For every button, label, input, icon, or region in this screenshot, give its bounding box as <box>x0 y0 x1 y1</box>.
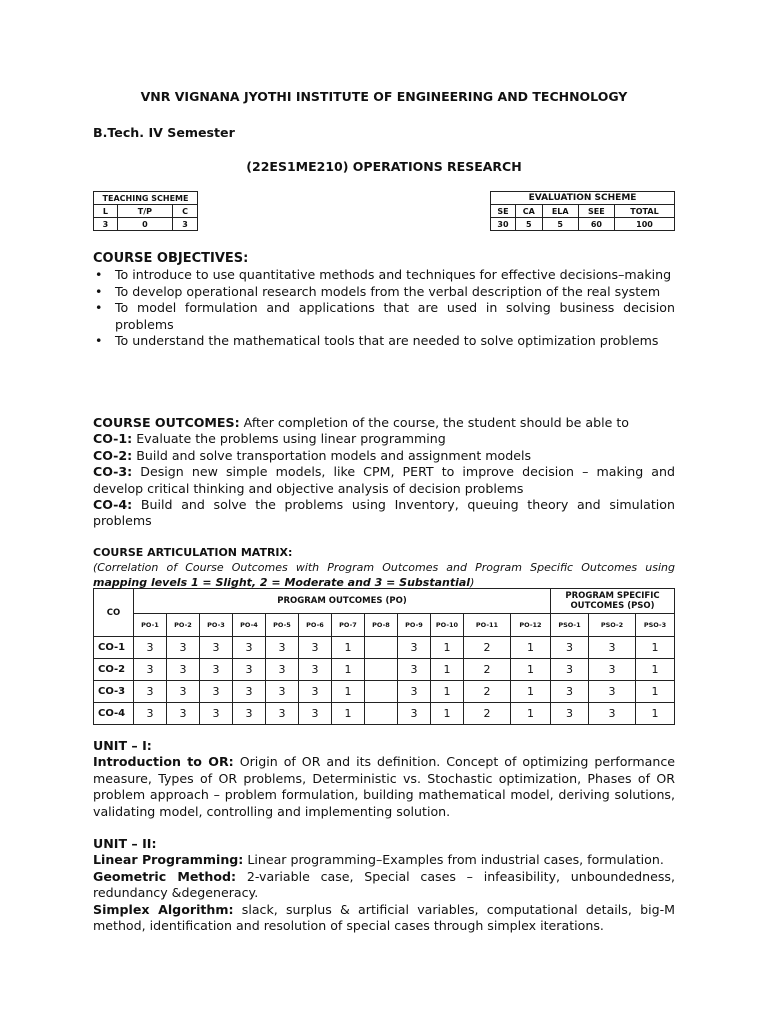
es-header: TOTAL <box>614 205 674 218</box>
unit1-lead: Introduction to OR: <box>93 754 234 770</box>
ts-header: C <box>173 205 198 218</box>
outcome-item <box>93 431 675 447</box>
matrix-cell <box>365 681 398 703</box>
co-label: CO-3 <box>94 681 134 703</box>
matrix-cell: 3 <box>167 703 200 725</box>
ts-header: L <box>94 205 118 218</box>
column-header: PSO-1 <box>551 614 589 637</box>
matrix-cell: 3 <box>299 659 332 681</box>
matrix-cell: 3 <box>134 681 167 703</box>
outcome-code: CO-2: <box>93 447 133 463</box>
matrix-cell: 3 <box>266 681 299 703</box>
matrix-cell: 2 <box>464 703 511 725</box>
course-title: (22ES1ME210) OPERATIONS RESEARCH <box>246 159 522 174</box>
matrix-cell: 3 <box>398 637 431 659</box>
matrix-cell: 1 <box>636 681 675 703</box>
matrix-cell: 3 <box>134 637 167 659</box>
unit2-lead: Simplex Algorithm: <box>93 901 234 917</box>
matrix-cell: 3 <box>167 637 200 659</box>
matrix-cell: 1 <box>332 659 365 681</box>
outcome-item <box>93 497 675 530</box>
matrix-cell: 3 <box>299 637 332 659</box>
column-header: PO-7 <box>332 614 365 637</box>
co-label: CO-4 <box>94 703 134 725</box>
matrix-cell: 1 <box>511 681 551 703</box>
table-row <box>94 637 675 659</box>
teaching-scheme-table <box>93 191 198 231</box>
column-header: PSO-3 <box>636 614 675 637</box>
matrix-cell: 3 <box>589 681 636 703</box>
outcome-code: CO-3: <box>93 464 133 480</box>
matrix-cell: 1 <box>431 637 464 659</box>
es-value: 30 <box>491 218 516 231</box>
matrix-cell: 3 <box>233 637 266 659</box>
matrix-cell: 3 <box>299 703 332 725</box>
outcome-text: Build and solve transportation models and assignment models <box>132 447 532 463</box>
matrix-cell: 3 <box>266 659 299 681</box>
matrix-cell: 1 <box>511 637 551 659</box>
ts-value: 3 <box>173 218 198 231</box>
column-header: PO-4 <box>233 614 266 637</box>
outcome-text: Evaluate the problems using linear programming <box>132 431 446 447</box>
matrix-cell: 3 <box>589 703 636 725</box>
matrix-cell: 3 <box>266 703 299 725</box>
pso-header: PROGRAM SPECIFIC OUTCOMES (PSO) <box>551 589 675 614</box>
outcome-text: Build and solve the problems using Inventory, queuing theory and simulation problems <box>93 497 675 529</box>
evaluation-scheme-title: EVALUATION SCHEME <box>491 192 675 205</box>
column-header: PO-11 <box>464 614 511 637</box>
matrix-cell: 3 <box>134 703 167 725</box>
matrix-cell: 3 <box>551 703 589 725</box>
matrix-cell: 1 <box>332 637 365 659</box>
es-header: ELA <box>542 205 578 218</box>
column-header: PO-2 <box>167 614 200 637</box>
objective-item: • To develop operational research models from the verbal description of the real system <box>93 284 675 300</box>
po-header: PROGRAM OUTCOMES (PO) <box>134 589 551 614</box>
matrix-cell <box>365 703 398 725</box>
outcome-code: CO-1: <box>93 431 133 447</box>
column-header: PO-10 <box>431 614 464 637</box>
matrix-cell: 3 <box>233 681 266 703</box>
matrix-note-end: ) <box>470 576 475 589</box>
outcome-text: Design new simple models, like CPM, PERT to improve decision – making and develop critical thinking and objective analysis of decision problems <box>93 464 675 496</box>
matrix-cell: 3 <box>551 637 589 659</box>
co-header: CO <box>94 589 134 637</box>
es-value: 60 <box>578 218 614 231</box>
column-header: PO-12 <box>511 614 551 637</box>
es-header: SEE <box>578 205 614 218</box>
column-header: PO-1 <box>134 614 167 637</box>
matrix-cell: 2 <box>464 637 511 659</box>
es-header: SE <box>491 205 516 218</box>
matrix-cell: 1 <box>431 703 464 725</box>
matrix-cell: 1 <box>636 659 675 681</box>
objective-item: • To introduce to use quantitative methods and techniques for effective decisions–making <box>93 267 675 283</box>
matrix-cell: 3 <box>233 659 266 681</box>
evaluation-scheme-table <box>490 191 675 231</box>
matrix-cell: 3 <box>299 681 332 703</box>
matrix-cell: 3 <box>200 637 233 659</box>
matrix-cell: 1 <box>636 703 675 725</box>
matrix-cell: 3 <box>266 637 299 659</box>
matrix-cell: 2 <box>464 681 511 703</box>
co-label: CO-2 <box>94 659 134 681</box>
matrix-cell: 3 <box>589 637 636 659</box>
outcomes-intro: After completion of the course, the student should be able to <box>239 415 629 430</box>
objectives-heading: COURSE OBJECTIVES: <box>93 251 249 266</box>
es-header: CA <box>515 205 542 218</box>
ts-value: 0 <box>117 218 172 231</box>
matrix-cell: 1 <box>511 659 551 681</box>
unit2-text: 2-variable case, Special cases – infeasibility, unboundedness, redundancy &degeneracy. <box>93 868 675 901</box>
unit-1 <box>93 738 675 820</box>
unit2-lead: Linear Programming: <box>93 852 244 868</box>
matrix-cell: 3 <box>398 681 431 703</box>
matrix-cell: 1 <box>332 703 365 725</box>
column-header: PO-3 <box>200 614 233 637</box>
matrix-note-bold: mapping levels 1 = Slight, 2 = Moderate and 3 = Substantial <box>93 576 471 589</box>
outcome-item <box>93 464 675 497</box>
outcome-item <box>93 448 675 464</box>
ts-value: 3 <box>94 218 118 231</box>
table-row <box>94 703 675 725</box>
unit2-heading: UNIT – II: <box>93 836 157 851</box>
course-objectives <box>93 251 675 349</box>
es-value: 5 <box>542 218 578 231</box>
objective-item: • To model formulation and applications that are used in solving business decision problems <box>93 300 675 333</box>
matrix-cell: 3 <box>233 703 266 725</box>
unit2-lead: Geometric Method: <box>93 868 237 884</box>
objective-item: • To understand the mathematical tools that are needed to solve optimization problems <box>93 333 675 349</box>
course-outcomes <box>93 415 675 530</box>
matrix-cell: 3 <box>398 703 431 725</box>
unit1-text: Origin of OR and its definition. Concept of optimizing performance measure, Types of OR problems, Deterministic vs. Stochastic optimization, Phases of OR problem approach – problem formulation, building mathematical model, deriving solutions, validating model, controlling and implementing solution. <box>93 754 675 819</box>
es-value: 100 <box>614 218 674 231</box>
outcome-code: CO-4: <box>93 497 133 513</box>
column-header: PO-5 <box>266 614 299 637</box>
unit-2 <box>93 836 675 934</box>
matrix-cell: 3 <box>134 659 167 681</box>
institute-title: VNR VIGNANA JYOTHI INSTITUTE OF ENGINEERING AND TECHNOLOGY <box>140 89 628 104</box>
ts-header: T/P <box>117 205 172 218</box>
matrix-cell: 2 <box>464 659 511 681</box>
matrix-cell: 1 <box>511 703 551 725</box>
matrix-cell: 1 <box>332 681 365 703</box>
column-header: PSO-2 <box>589 614 636 637</box>
matrix-cell: 3 <box>551 659 589 681</box>
matrix-cell: 3 <box>200 681 233 703</box>
co-label: CO-1 <box>94 637 134 659</box>
matrix-cell: 3 <box>398 659 431 681</box>
es-value: 5 <box>515 218 542 231</box>
matrix-cell: 1 <box>431 681 464 703</box>
unit2-text: slack, surplus & artificial variables, computational details, big-M method, identification and resolution of special cases through simplex iterations. <box>93 901 675 934</box>
matrix-cell: 3 <box>167 681 200 703</box>
matrix-cell: 1 <box>431 659 464 681</box>
teaching-scheme-title: TEACHING SCHEME <box>94 192 198 205</box>
column-header: PO-9 <box>398 614 431 637</box>
outcomes-heading: COURSE OUTCOMES: <box>93 415 240 430</box>
table-row <box>94 659 675 681</box>
matrix-note: (Correlation of Course Outcomes with Program Outcomes and Program Specific Outcomes using <box>93 561 675 574</box>
matrix-cell: 3 <box>551 681 589 703</box>
matrix-heading: COURSE ARTICULATION MATRIX: <box>93 546 293 559</box>
semester: B.Tech. IV Semester <box>93 125 235 140</box>
matrix-cell <box>365 637 398 659</box>
column-header: PO-8 <box>365 614 398 637</box>
matrix-cell <box>365 659 398 681</box>
matrix-cell: 3 <box>167 659 200 681</box>
matrix-cell: 3 <box>200 659 233 681</box>
matrix-cell: 1 <box>636 637 675 659</box>
matrix-cell: 3 <box>200 703 233 725</box>
table-row <box>94 681 675 703</box>
unit1-heading: UNIT – I: <box>93 738 152 753</box>
matrix-cell: 3 <box>589 659 636 681</box>
column-header: PO-6 <box>299 614 332 637</box>
articulation-matrix-section <box>93 545 675 590</box>
unit2-text: Linear programming–Examples from industrial cases, formulation. <box>243 852 664 868</box>
articulation-matrix <box>93 588 675 725</box>
